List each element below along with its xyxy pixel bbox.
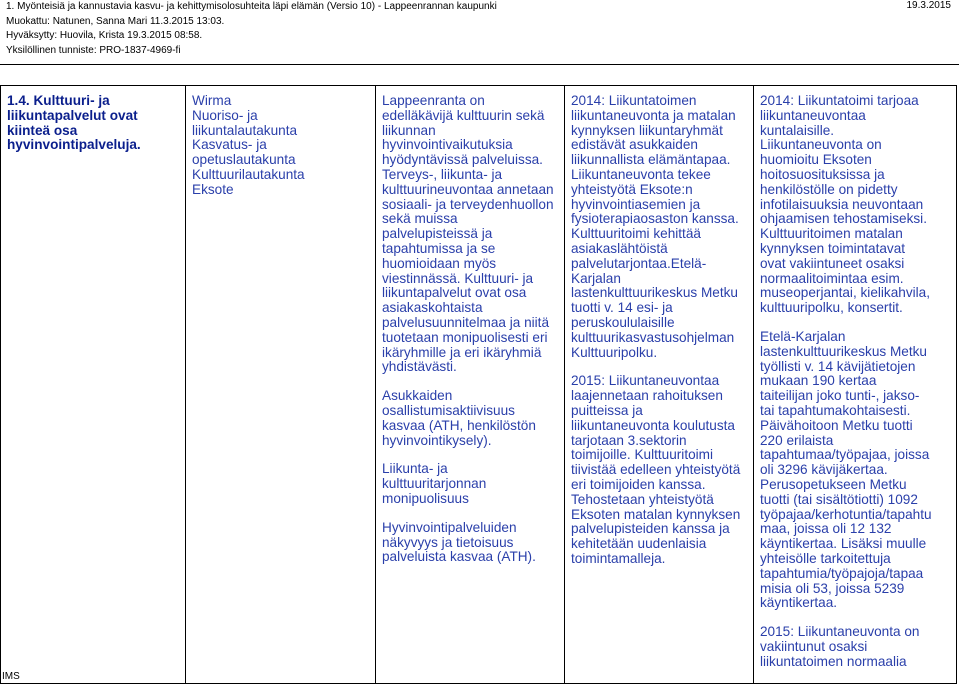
- target-para: Lappeenranta on edelläkävijä kulttuurin sekä liikunnan hyvinvointivaikutuksia hyödyntävissä palveluissa. Terveys-, liikunta- ja kulttuurineuvontaa annetaan sosiaali- ja terveydenhuollon sekä muissa palvelupisteissä ja tapahtumissa ja se huomioidaan myös viestinnässä. Kulttuuri- ja liikuntapalvelut ovat osa asiakaskohtaista palvelusuunnitelmaa ja niitä tuotetaan monipuolisesti eri ikäryhmille ja eri ikäryhmiä yhdistävästi.: [382, 93, 554, 375]
- page-header: [6, 0, 497, 58]
- evaluation-para: 2014: Liikuntatoimi tarjoaa liikuntaneuvontaa kuntalaisille. Liikuntaneuvonta on huomioitu Eksoten hoitosuosituksissa ja henkilöstölle on pidetty infotilaisuuksia neuvontaan ohjaamisen tehostamiseksi. Kulttuuritoimen matalan kynnyksen toimintatavat ovat vakiintuneet osaksi normaalitoimintaa esim. museoperjantai, kielikahvila, kulttuuripolku, konsertit.: [760, 93, 931, 316]
- header-date: 19.3.2015: [906, 0, 951, 11]
- evaluation-para: 2015: Liikuntaneuvonta on vakiintunut osaksi liikuntatoimen normaalia: [760, 624, 920, 669]
- evaluation-para: Etelä-Karjalan lastenkulttuurikeskus Metku työllisti v. 14 kävijätietojen mukaan 190 kertaa taiteilijan joko tunti-, jakso- tai tapahtumakohtaisesti. Päivähoitoon Metku tuotti 220 erilaista tapahtumaa/työpajaa, joissa oli 3296 kävijäkertaa. Perusopetukseen Metku tuotti (tai sisältötiotti) 1092 työpajaa/kerhotuntia/tapahtu maa, joissa oli 12 132 käyntikertaa. Lisäksi muulle yhteisölle tarkoitettuja tapahtumia/työpajoja/tapaa misia oli 53, joissa 5239 käyntikertaa.: [760, 328, 932, 611]
- target-para: Asukkaiden osallistumisaktiivisuus kasvaa (ATH, henkilöstön hyvinvointikysely).: [382, 388, 536, 448]
- header-title: 1. Myönteisiä ja kannustavia kasvu- ja kehittymisolosuhteita läpi elämän (Versio 10) - Lappeenrannan kaupunki: [6, 1, 497, 12]
- target-cell: [376, 86, 565, 684]
- goal-text: 1.4. Kulttuuri- ja liikuntapalvelut ovat kiinteä osa hyvinvointipalveluja.: [7, 93, 141, 153]
- table-row: [1, 86, 957, 684]
- actions-para: 2014: Liikuntatoimen liikuntaneuvonta ja matalan kynnyksen liikuntaryhmät edistävät asukkaiden liikunnallista elämäntapaa. Liikuntaneuvonta tekee yhteistyötä Eksote:n hyvinvointiasemien ja fysioterapiaosaston kanssa. Kulttuuritoimi kehittää asiakaslähtöistä palvelutarjontaa.Etelä- Karjalan lastenkulttuurikeskus Metku tuotti v. 14 esi- ja peruskoululaisille kulttuurikasvastusohjelman Kulttuuripolku.: [571, 93, 739, 360]
- target-para: Hyvinvointipalveluiden näkyvyys ja tietoisuus palveluista kasvaa (ATH).: [382, 519, 536, 565]
- header-divider: [0, 64, 959, 65]
- header-identifier: Yksilöllinen tunniste: PRO-1837-4969-fi: [6, 44, 181, 56]
- actions-cell: [565, 86, 754, 684]
- footer-label: IMS: [2, 671, 20, 682]
- responsible-cell: [186, 86, 376, 684]
- actions-para: 2015: Liikuntaneuvontaa laajennetaan rahoituksen puitteissa ja liikuntaneuvonta koulutusta tarjotaan 3.sektorin toimijoille. Kulttuuritoimi tiivistää edelleen yhteistyötä eri toimijoiden kanssa. Tehostetaan yhteistyötä Eksoten matalan kynnyksen palvelupisteiden kanssa ja kehitetään uudenlaisia toimintamalleja.: [571, 373, 741, 566]
- plan-table: [0, 85, 957, 684]
- header-approved: Hyväksytty: Huovila, Krista 19.3.2015 08:58.: [6, 30, 203, 41]
- header-modified: Muokattu: Natunen, Sanna Mari 11.3.2015 13:03.: [6, 15, 225, 27]
- responsible-text: Wirma Nuoriso- ja liikuntalautakunta Kasvatus- ja opetuslautakunta Kulttuurilautakunta Eksote: [192, 93, 305, 197]
- goal-cell: [1, 86, 186, 684]
- evaluation-cell: [754, 86, 957, 684]
- target-para: Liikunta- ja kulttuuritarjonnan monipuolisuus: [382, 461, 487, 506]
